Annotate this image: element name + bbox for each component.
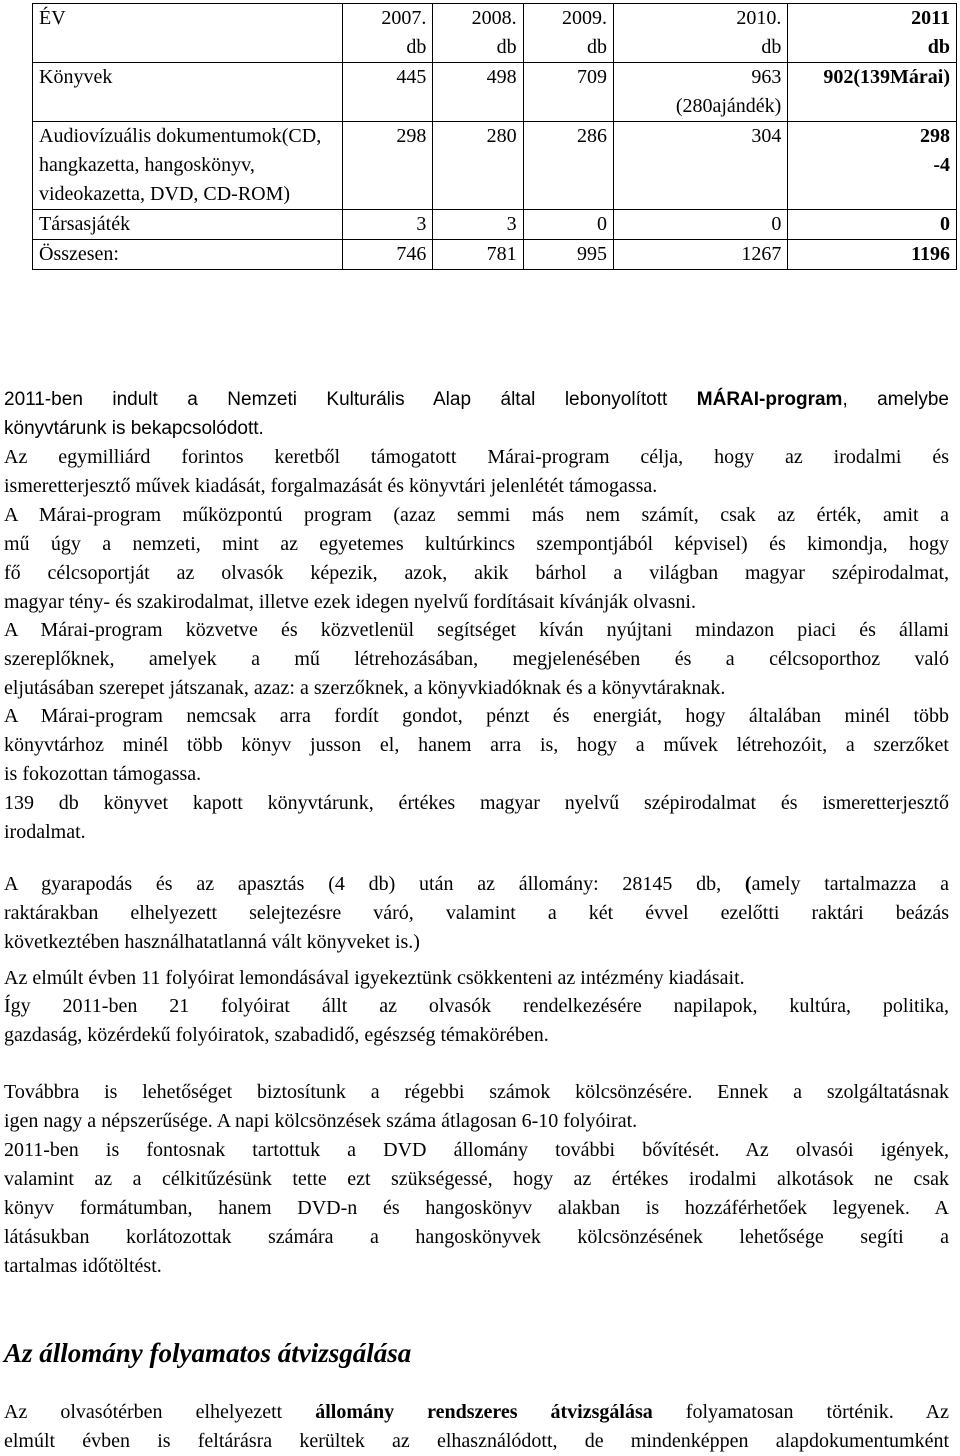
cell-2008: 498 [433,63,523,122]
paragraph-marai-goal: Az egymilliárd forintos keretből támogatott Márai-program célja, hogy az irodalmi és ismeretterjesztő művek kiadását, forgalmazását és könyvtári jelenlétét támogassa. [4,446,949,497]
cell-2007: 298 [343,122,433,210]
cell-2009: 0 [523,210,613,240]
cell-2010: 304 [613,122,787,210]
section-heading: Az állomány folyamatos átvizsgálása [4,1338,412,1368]
header-cell-year: ÉV [33,4,343,63]
cell-2007: 746 [343,240,433,270]
header-cell-2009: 2009. db [523,4,613,63]
paragraph-stock-count: A gyarapodás és az apasztás (4 db) után az állomány: 28145 db, (amely tartalmazza a raktárakban elhelyezett selejtezésre váró, valamint a két évvel ezelőtti raktári beázás következtében használhatatlanná vált könyveket is.) [4,873,949,953]
marai-program-bold: MÁRAI-program [696,389,843,410]
table-row [33,63,957,122]
paragraph-marai-authors: A Márai-program nemcsak arra fordít gondot, pénzt és energiát, hogy általában minél több könyvtárhoz minél több könyv jusson el, hanem arra is, hogy a művek létrehozóit, a szerzőket is fokozottan támogassa. [4,705,949,785]
row-label: Könyvek [33,63,343,122]
row-label: Összesen: [33,240,343,270]
paragraph-periodicals-cut: Az elmúlt évben 11 folyóirat lemondásával igyekeztünk csökkenteni az intézmény kiadásait. [4,967,745,989]
paragraph-marai-support: A Márai-program közvetve és közvetlenül segítséget kíván nyújtani mindazon piaci és állami szereplőknek, amelyek a mű létrehozásában, megjelenésében és a célcsoporthoz való eljutásában szerepet játszanak, azaz: a szerzőknek, a könyvkiadóknak és a könyvtáraknak. [4,619,949,699]
cell-2008: 3 [433,210,523,240]
paragraph-periodicals-2011: Így 2011-ben 21 folyóirat állt az olvasók rendelkezésére napilapok, kultúra, politika, gazdaság, közérdekű folyóiratok, szabadidő, egészség témakörében. [4,995,949,1046]
cell-2008: 280 [433,122,523,210]
cell-2010: 1267 [613,240,787,270]
header-cell-2008: 2008. db [433,4,523,63]
header-cell-2007: 2007. db [343,4,433,63]
paragraph-stock-review: Az olvasótérben elhelyezett állomány rendszeres átvizsgálása folyamatosan történik. Az elmúlt évben is feltárásra kerültek az elhasználódott, de mindenképpen alapdokumentumként [4,1401,950,1452]
cell-2009: 709 [523,63,613,122]
row-label: Társasjáték [33,210,343,240]
acquisition-table [32,3,957,270]
cell-2011: 1196 [788,240,957,270]
cell-2010: 0 [613,210,787,240]
table-header-row [33,4,957,63]
cell-2010: 963 (280ajándék) [613,63,787,122]
cell-2009: 286 [523,122,613,210]
paragraph-marai-intro: 2011-ben indult a Nemzeti Kulturális Alap által lebonyolított MÁRAI-program, amelybe könyvtárunk is bekapcsolódott. [4,389,950,439]
paragraph-back-issues: Továbbra is lehetőséget biztosítunk a régebbi számok kölcsönzésére. Ennek a szolgáltatásnak igen nagy a népszerűsége. A napi kölcsönzések száma átlagosan 6-10 folyóirat. [4,1081,949,1132]
header-cell-2010: 2010. db [613,4,787,63]
cell-2008: 781 [433,240,523,270]
cell-2007: 445 [343,63,433,122]
paragraph-dvd-collection: 2011-ben is fontosnak tartottuk a DVD állomány további bővítését. Az olvasói igények, valamint az a célkitűzésünk tette ezt szükségessé, hogy az értékes irodalmi alkotások ne csak könyv formátumban, hanem DVD-n és hangoskönyv alakban is hozzáférhetőek legyenek. A látásukban korlátozottak számára a hangoskönyvek kölcsönzésének lehetősége segíti a tartalmas időtöltést. [4,1139,949,1277]
paragraph-received-books: 139 db könyvet kapott könyvtárunk, értékes magyar nyelvű szépirodalmat és ismeretterjesztő irodalmat. [4,792,949,843]
cell-2009: 995 [523,240,613,270]
cell-2007: 3 [343,210,433,240]
header-cell-2011: 2011 db [788,4,957,63]
row-label: Audiovízuális dokumentumok(CD, hangkazetta, hangoskönyv, videokazetta, DVD, CD-ROM) [33,122,343,210]
table-row [33,122,957,210]
paragraph-marai-focus: A Márai-program műközpontú program (azaz semmi más nem számít, csak az érték, amit a mű úgy a nemzeti, mint az egyetemes kultúrkincs szempontjából képvisel) és kimondja, hogy fő célcsoportját az olvasók képezik, azok, akik bárhol a világban magyar szépirodalmat, magyar tény- és szakirodalmat, illetve ezek idegen nyelvű fordításait kívánják olvasni. [4,504,949,613]
table-row [33,210,957,240]
cell-2011: 0 [788,210,957,240]
table-row-total [33,240,957,270]
cell-2011: 298 -4 [788,122,957,210]
cell-2011: 902(139Márai) [788,63,957,122]
